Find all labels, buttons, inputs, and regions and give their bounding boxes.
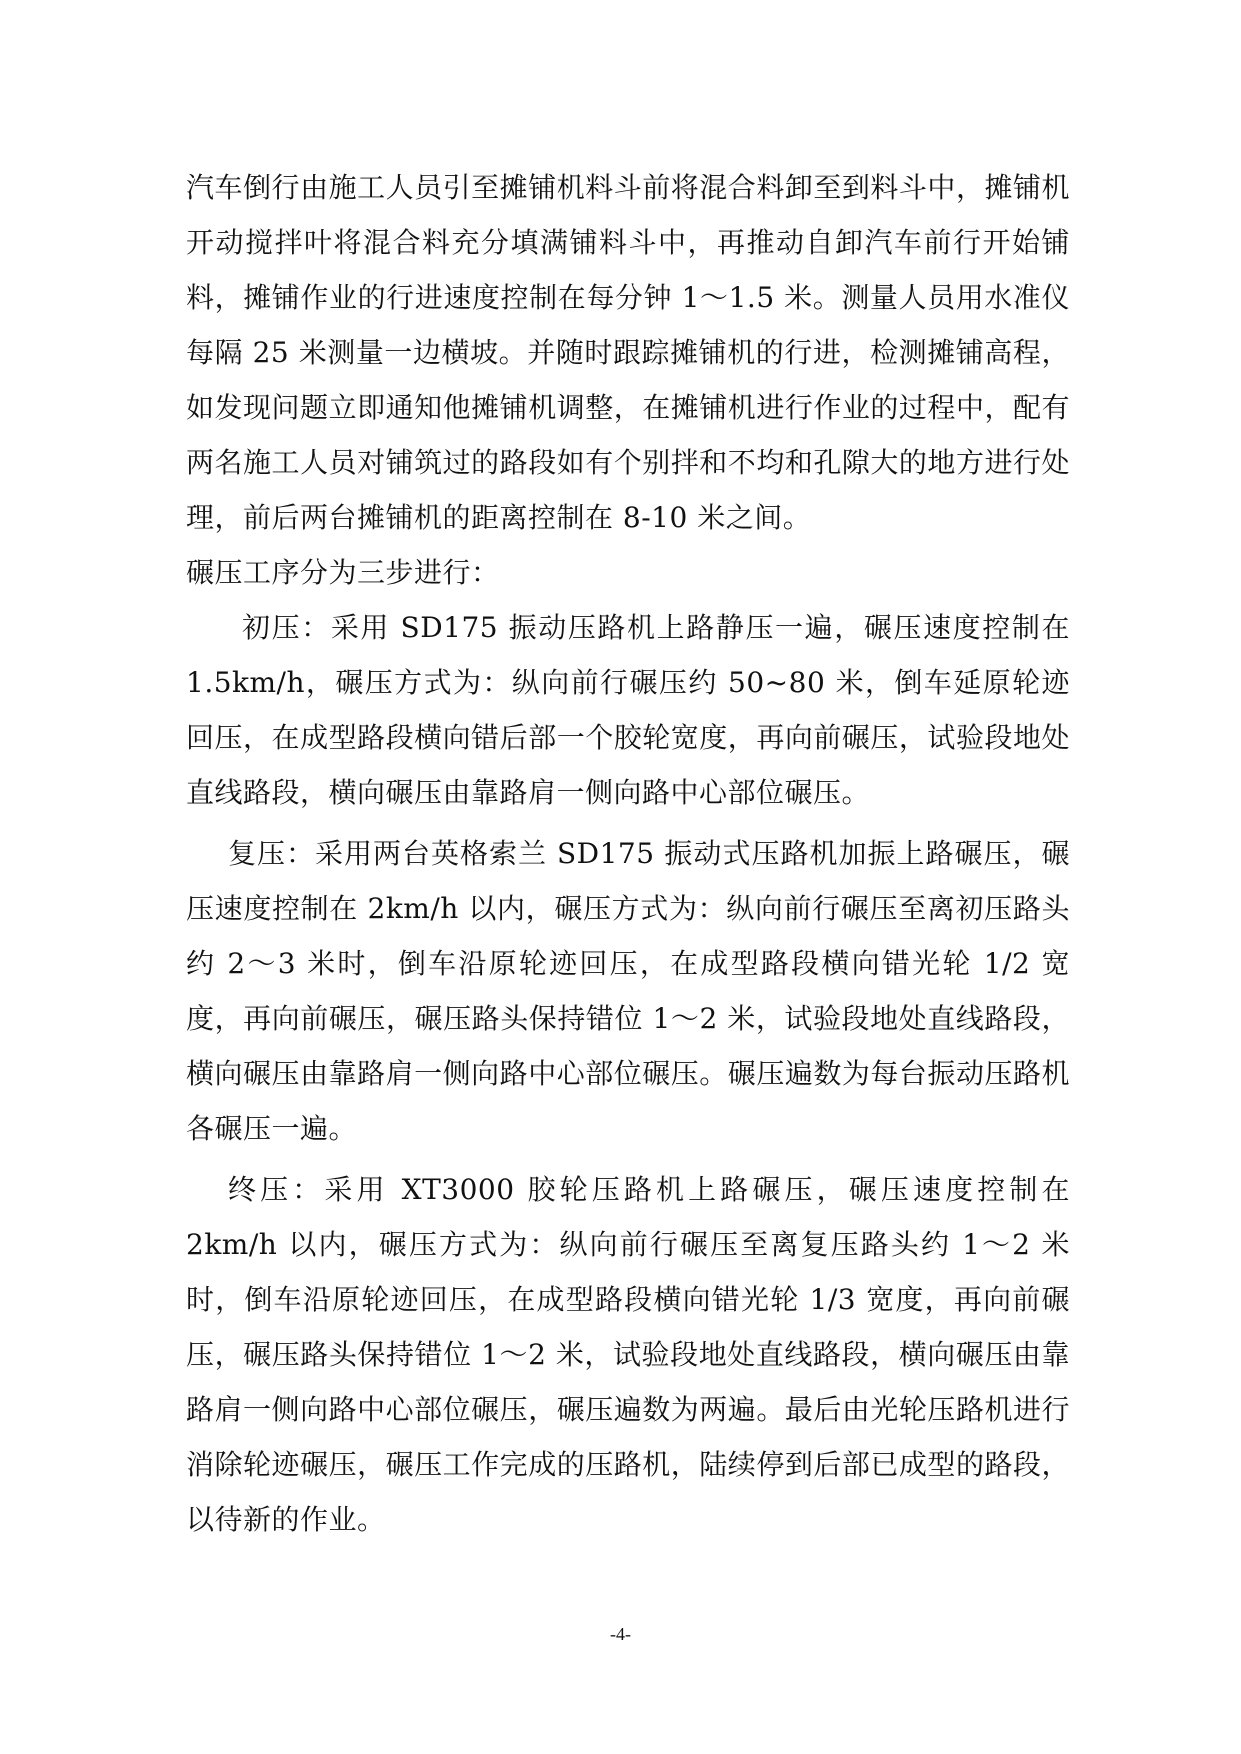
section-heading-compaction: 碾压工序分为三步进行：: [186, 556, 500, 589]
paragraph-final-compaction: 终压：采用 XT3000 胶轮压路机上路碾压，碾压速度控制在 2km/h 以内，碾压方式为：纵向前行碾压至离复压路头约 1～2 米时，倒车沿原轮迹回压，在成型路段横向错光轮 1/3 宽度，再向前碾压，碾压路头保持错位 1～2 米，试验段地处直线路段，横向碾压由靠路肩一侧向路中心部位碾压，碾压遍数为两遍。最后由光轮压路机进行消除轮迹碾压，碾压工作完成的压路机，陆续停到后部已成型的路段，以待新的作业。: [186, 1173, 1070, 1536]
paragraph-secondary-compaction: 复压：采用两台英格索兰 SD175 振动式压路机加振上路碾压，碾压速度控制在 2km/h 以内，碾压方式为：纵向前行碾压至离初压路头约 2～3 米时，倒车沿原轮迹回压，在成型路段横向错光轮 1/2 宽度，再向前碾压，碾压路头保持错位 1～2 米，试验段地处直线路段，横向碾压由靠路肩一侧向路中心部位碾压。碾压遍数为每台振动压路机各碾压一遍。: [186, 837, 1070, 1145]
page-number: -4-: [610, 1624, 631, 1644]
paragraph-paving: 汽车倒行由施工人员引至摊铺机料斗前将混合料卸至到料斗中，摊铺机开动搅拌叶将混合料充分填满铺料斗中，再推动自卸汽车前行开始铺料，摊铺作业的行进速度控制在每分钟 1～1.5 米。测量人员用水准仪每隔 25 米测量一边横坡。并随时跟踪摊铺机的行进，检测摊铺高程，如发现问题立即通知他摊铺机调整，在摊铺机进行作业的过程中，配有两名施工人员对铺筑过的路段如有个别拌和不均和孔隙大的地方进行处理，前后两台摊铺机的距离控制在 8-10 米之间。: [186, 171, 1070, 534]
paragraph-initial-compaction: 初压：采用 SD175 振动压路机上路静压一遍，碾压速度控制在 1.5km/h，碾压方式为：纵向前行碾压约 50~80 米，倒车延原轮迹回压，在成型路段横向错后部一个胶轮宽度，再向前碾压，试验段地处直线路段，横向碾压由靠路肩一侧向路中心部位碾压。: [186, 611, 1070, 809]
body-text: [186, 160, 1070, 1547]
